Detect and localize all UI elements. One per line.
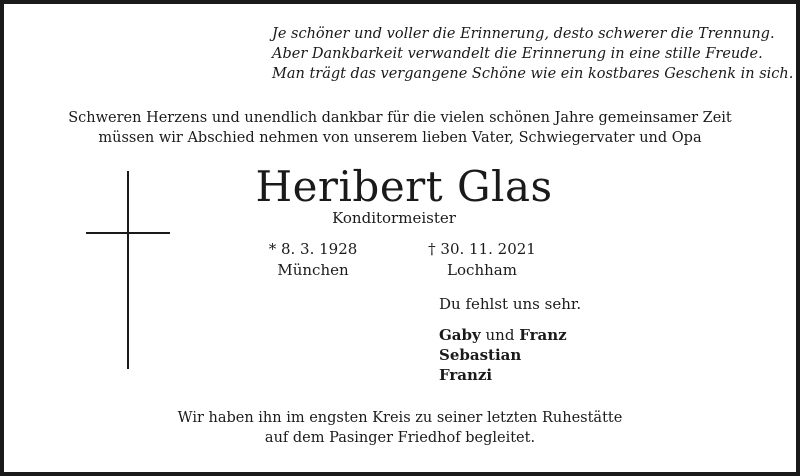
- quote-line: Man trägt das vergangene Schöne wie ein kostbares Geschenk in sich.: [272, 66, 794, 82]
- cross-vertical-bar: [127, 171, 129, 369]
- mourners-list: [439, 325, 567, 385]
- death-date: † 30. 11. 2021: [428, 240, 536, 258]
- birth-info: [258, 239, 368, 281]
- deceased-name: Heribert Glas: [255, 162, 553, 211]
- closing-line: Wir haben ihn im engsten Kreis zu seiner letzten Ruhestätte: [177, 410, 623, 426]
- death-place: Lochham: [447, 261, 517, 279]
- birth-place: München: [277, 261, 349, 279]
- cross-horizontal-bar: [86, 232, 170, 234]
- closing-line: auf dem Pasinger Friedhof begleitet.: [264, 430, 536, 446]
- farewell-message: Du fehlst uns sehr.: [439, 295, 582, 313]
- death-info: [422, 239, 542, 281]
- quote-line: Je schöner und voller die Erinnerung, desto schwerer die Trennung.: [272, 26, 775, 42]
- mourner-name: Franz: [519, 326, 567, 344]
- mourner-connector: und: [485, 326, 515, 344]
- mourner-line: [439, 325, 567, 345]
- mourner-name: Franzi: [439, 366, 493, 384]
- intro-line: müssen wir Abschied nehmen von unserem lieben Vater, Schwiegervater und Opa: [98, 130, 702, 146]
- announcement-intro: [0, 108, 800, 148]
- quote-line: Aber Dankbarkeit verwandelt die Erinnerung in eine stille Freude.: [272, 46, 763, 62]
- birth-date: * 8. 3. 1928: [268, 240, 358, 258]
- mourner-name: Gaby: [439, 326, 481, 344]
- burial-note: [0, 408, 800, 448]
- memorial-quote: [272, 24, 793, 84]
- intro-line: Schweren Herzens und unendlich dankbar für die vielen schönen Jahre gemeinsamer Zeit: [68, 110, 732, 126]
- deceased-profession: Konditormeister: [332, 209, 456, 227]
- mourner-name: Sebastian: [439, 346, 522, 364]
